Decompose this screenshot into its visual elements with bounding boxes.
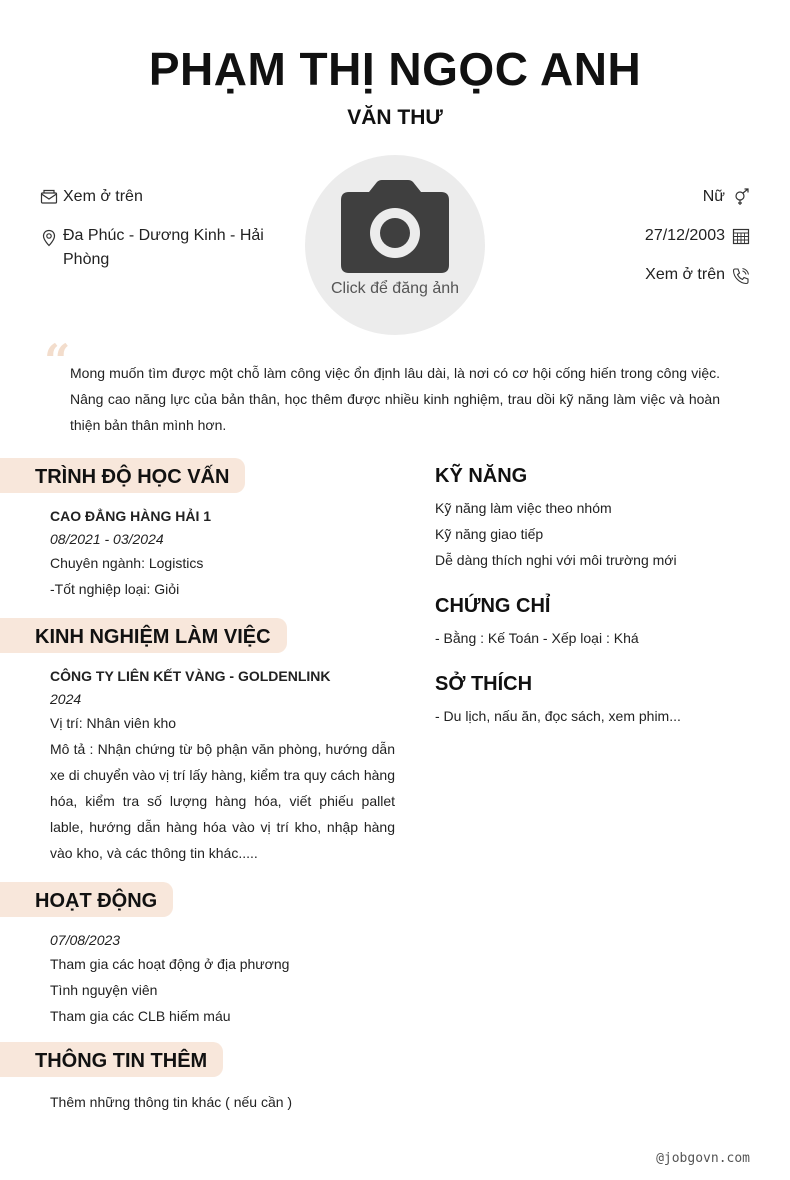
career-objective: Mong muốn tìm được một chỗ làm công việc ổn định lâu dài, là nơi có cơ hội cống hiến trong công việc. Nâng cao năng lực của bản thân, học thêm được nhiều kinh nghiệm, trau dồi kỹ năng làm việc và hoàn thiện bản thân mình hơn. (70, 365, 720, 433)
section-skills-title: KỸ NĂNG (435, 465, 528, 487)
calendar-icon (732, 227, 750, 245)
quote-icon: “ (44, 334, 71, 388)
experience-period: 2024 (50, 691, 82, 707)
certificate-item: - Bằng : Kế Toán - Xếp loại : Khá (435, 630, 639, 646)
contact-gender (550, 185, 750, 209)
location-pin-icon (40, 229, 58, 247)
contact-address (40, 224, 290, 272)
education-period: 08/2021 - 03/2024 (50, 531, 164, 547)
education-major: Chuyên ngành: Logistics (50, 555, 204, 571)
certificates-list (435, 625, 755, 651)
skill-item: Kỹ năng giao tiếp (435, 526, 544, 542)
section-hobbies-title: SỞ THÍCH (435, 673, 533, 695)
section-additional-title: THÔNG TIN THÊM (0, 1042, 223, 1077)
phone-value: Xem ở trên (645, 266, 725, 283)
skill-item: Kỹ năng làm việc theo nhóm (435, 500, 612, 516)
gender-value: Nữ (702, 188, 725, 205)
activity-item: Tình nguyện viên (50, 982, 158, 998)
avatar-upload[interactable] (305, 155, 485, 335)
activity-item: Tham gia các CLB hiếm máu (50, 1008, 231, 1024)
skills-list (435, 495, 755, 573)
section-education-title: TRÌNH ĐỘ HỌC VẤN (0, 458, 245, 493)
contact-email[interactable] (40, 185, 290, 209)
mail-icon (40, 188, 58, 206)
avatar-upload-label: Click để đăng ảnh (330, 280, 460, 297)
education-entry (50, 504, 395, 602)
birthday-value: 27/12/2003 (644, 227, 725, 244)
contact-birthday (550, 224, 750, 248)
activities-date: 07/08/2023 (50, 932, 121, 948)
hobbies-list (435, 703, 755, 729)
address-value: Đa Phúc - Dương Kinh - Hải Phòng (63, 227, 264, 268)
hobby-item: - Du lịch, nấu ăn, đọc sách, xem phim... (435, 708, 681, 724)
additional-entry (50, 1089, 395, 1115)
section-certificates-title: CHỨNG CHỈ (435, 595, 551, 617)
section-experience-title: KINH NGHIỆM LÀM VIỆC (0, 618, 287, 653)
contact-phone[interactable] (550, 263, 750, 287)
additional-text: Thêm những thông tin khác ( nếu cần ) (50, 1094, 293, 1110)
experience-description: Mô tả : Nhận chứng từ bộ phận văn phòng, hướng dẫn xe di chuyển vào vị trí lấy hàng, kiểm tra quy cách hàng hóa, kiểm tra số lượng hàng hóa, viết phiếu pallet lable, hướng dẫn hàng hóa vào vị trí kho, nhập hàng vào kho, và các thông tin khác..... (50, 741, 395, 861)
experience-entry (50, 664, 395, 866)
experience-position: Vị trí: Nhân viên kho (50, 715, 177, 731)
phone-icon (732, 267, 750, 285)
email-value: Xem ở trên (63, 188, 143, 205)
education-school: CAO ĐẲNG HÀNG HẢI 1 (50, 508, 212, 524)
activities-entry (50, 929, 395, 1029)
gender-icon (732, 188, 750, 206)
activity-item: Tham gia các hoạt động ở địa phương (50, 956, 290, 972)
footer-credit: @jobgovn.com (656, 1151, 750, 1166)
section-activities-title: HOẠT ĐỘNG (0, 882, 173, 917)
education-grade: -Tốt nghiệp loại: Giỏi (50, 581, 180, 597)
experience-company: CÔNG TY LIÊN KẾT VÀNG - GOLDENLINK (50, 668, 331, 684)
skill-item: Dễ dàng thích nghi với môi trường mới (435, 552, 677, 568)
camera-icon (341, 180, 449, 275)
candidate-name: PHẠM THỊ NGỌC ANH (148, 43, 642, 95)
candidate-role: VĂN THƯ (347, 106, 443, 129)
